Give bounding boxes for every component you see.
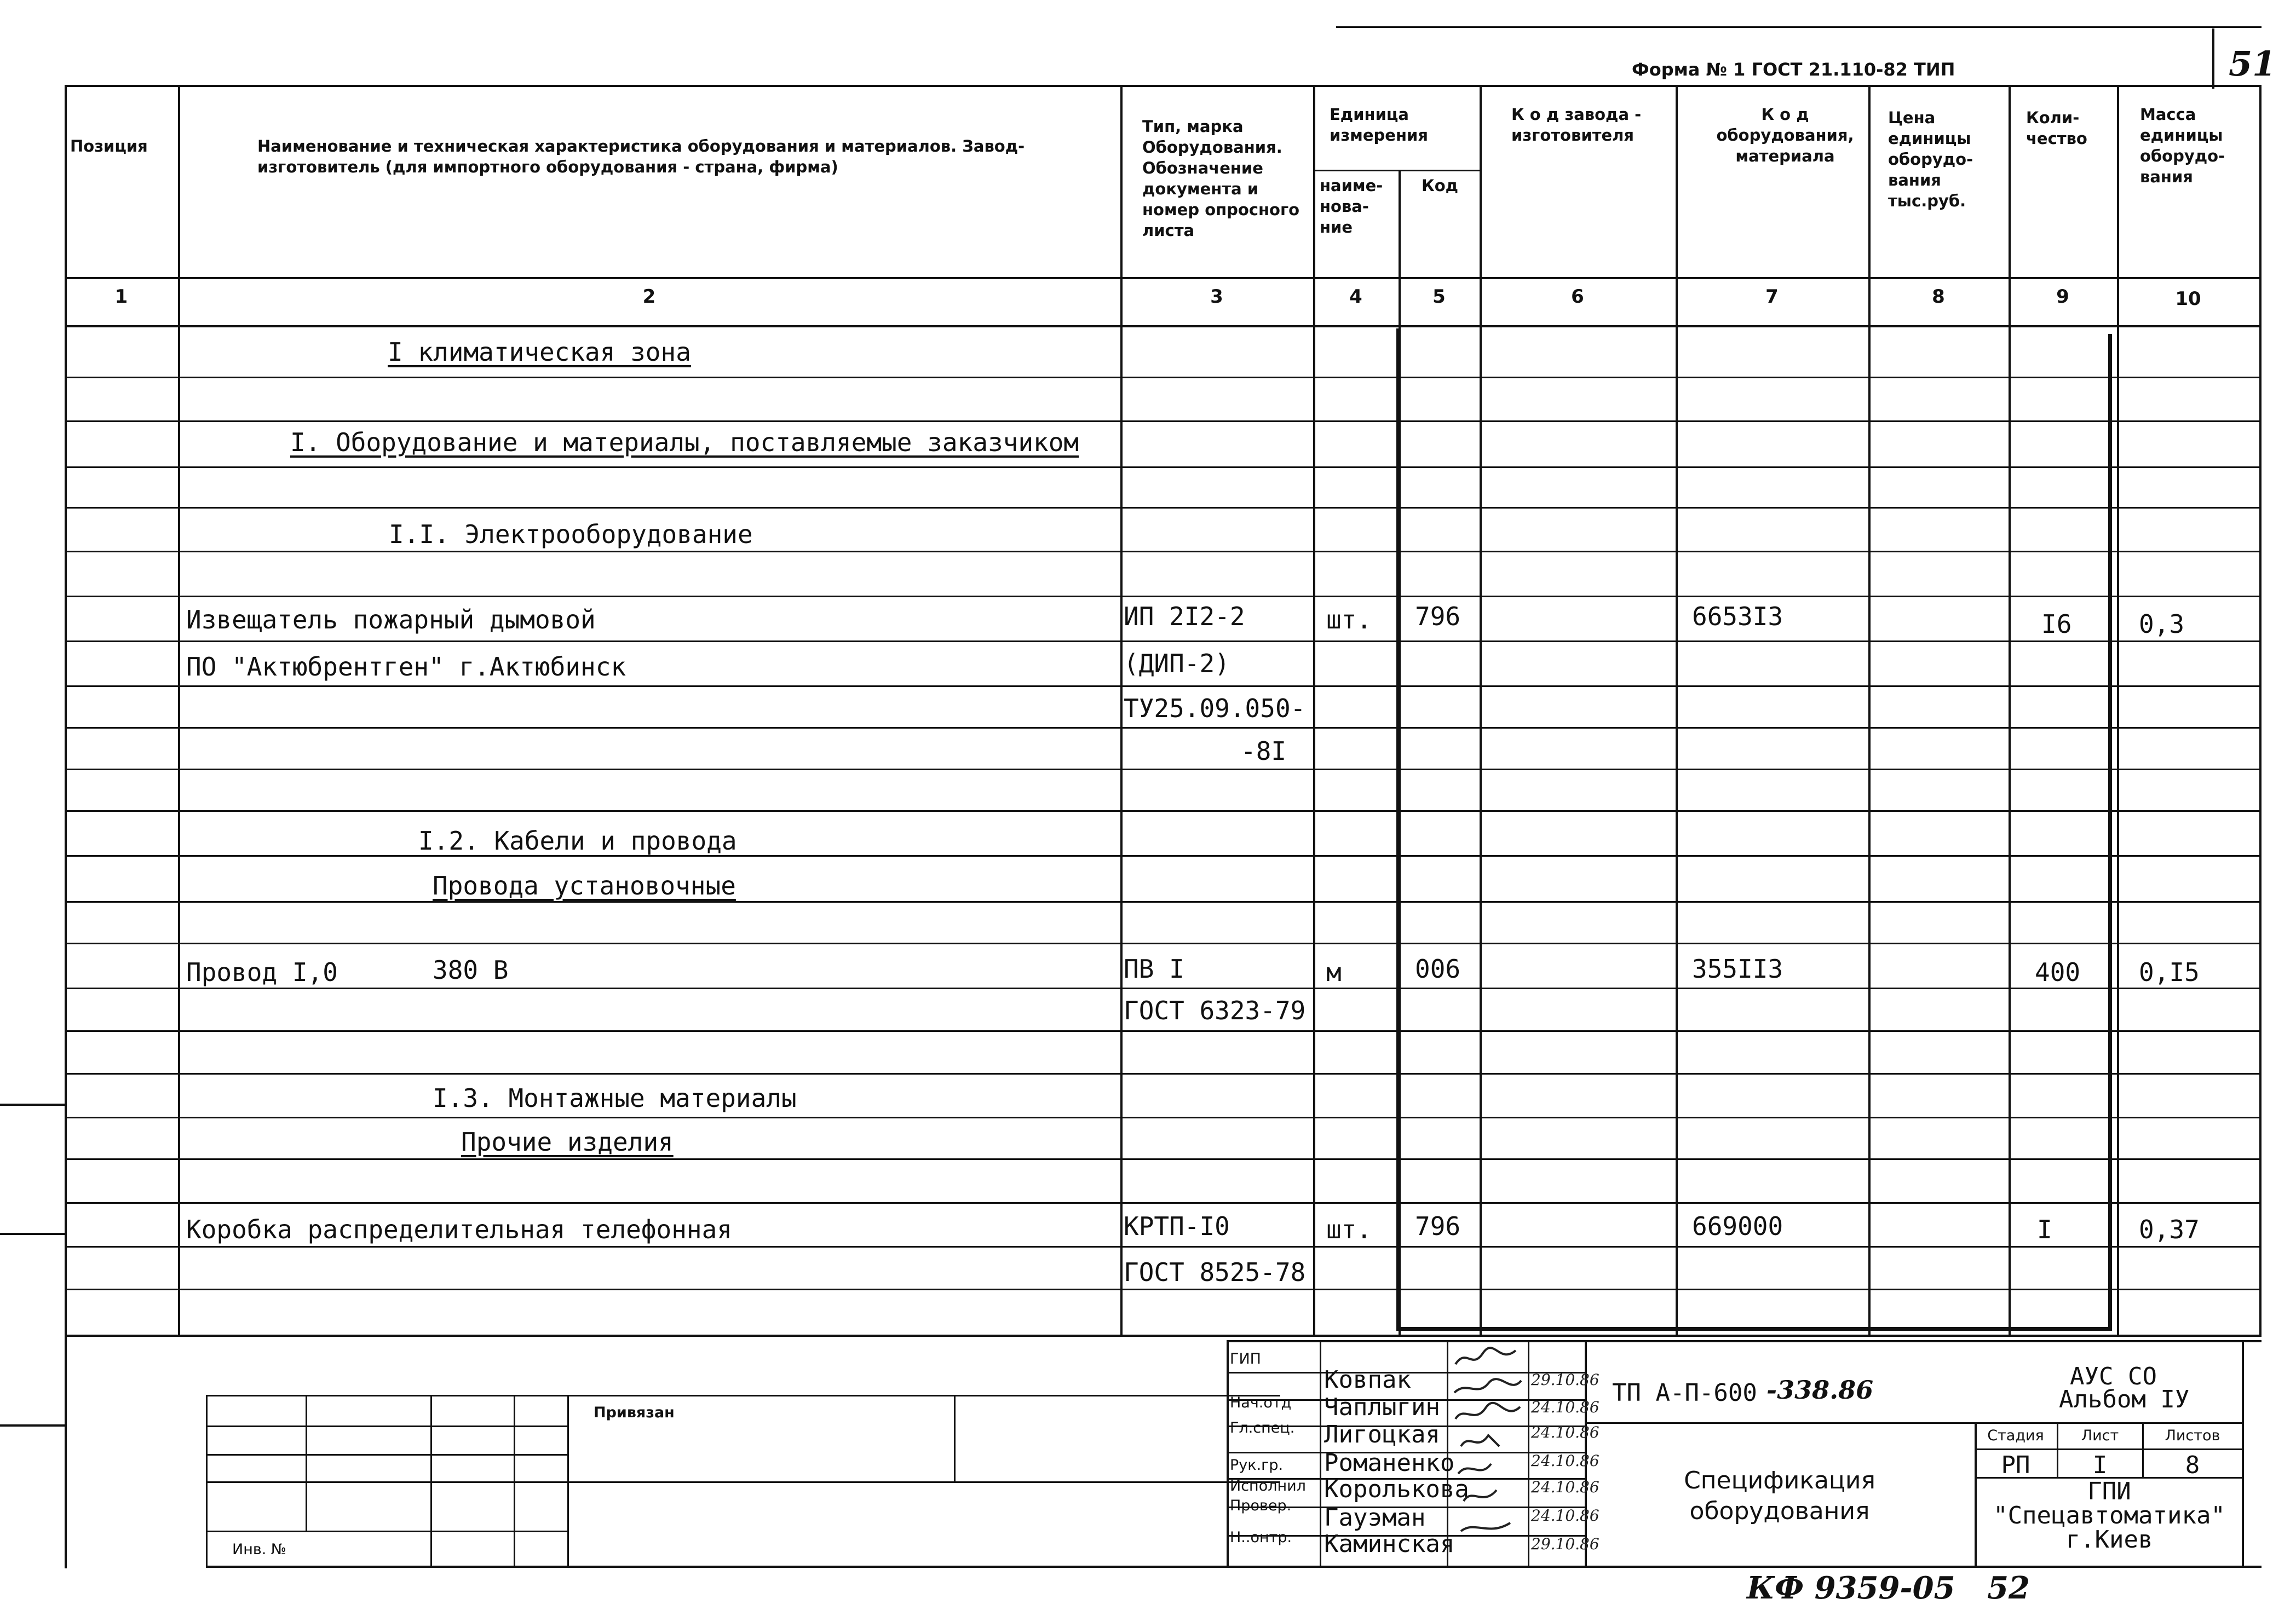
col-line-3: [1313, 85, 1315, 1335]
item-2-mass: 0,I5: [2139, 957, 2200, 987]
col-header-type: Тип, марка Оборудования. Обозначение документа и номер опросного листа: [1142, 117, 1300, 240]
item-1-type-3: ТУ25.09.050-: [1124, 694, 1306, 723]
name-0: Ковпак: [1324, 1366, 1411, 1394]
item-1-material-code: 6653I3: [1692, 602, 1783, 631]
row-line: [65, 943, 2262, 944]
doc-title-line-2: оборудования: [1689, 1497, 1870, 1525]
stamp-vline: [1528, 1340, 1529, 1567]
tb-line: [206, 1395, 1280, 1396]
row-line: [65, 1158, 2262, 1160]
tb-line: [206, 1481, 1280, 1483]
col-header-unit: Единица измерения: [1330, 105, 1428, 145]
item-2-voltage: 380 В: [433, 955, 509, 985]
item-1-type: ИП 2I2-2: [1124, 602, 1245, 631]
row-line: [65, 1073, 2262, 1075]
stamp-hline: [1585, 1422, 2242, 1424]
footer-code: КФ 9359-05 52: [1747, 1570, 2030, 1606]
col-line-2: [1120, 85, 1123, 1335]
item-1-unit-code: 796: [1415, 602, 1461, 631]
item-1-type-2: (ДИП-2): [1124, 649, 1230, 678]
doc-code-handwritten: -338.86: [1766, 1375, 1874, 1405]
col-line-7: [1868, 85, 1871, 1335]
col-header-qty: Коли-чество: [2026, 108, 2087, 148]
row-line: [65, 1030, 2262, 1032]
inventory-label: Инв. №: [232, 1541, 287, 1558]
table-bottom-border: [65, 1335, 2262, 1337]
tb-vline: [306, 1395, 307, 1532]
col-line-8: [2009, 85, 2011, 1335]
numbers-bottom-border: [65, 325, 2262, 327]
margin-mark: [0, 1104, 65, 1106]
tb-vline: [954, 1395, 956, 1482]
album-line-1: АУС СО: [2070, 1363, 2157, 1390]
role-4: Исполнил: [1230, 1478, 1306, 1494]
item-3-unit-code: 796: [1415, 1211, 1461, 1241]
margin-mark: [0, 1233, 65, 1235]
col-number-8: 8: [1932, 286, 1945, 308]
tb-vline: [567, 1395, 569, 1567]
row-line: [65, 810, 2262, 812]
row-line: [65, 1202, 2262, 1204]
section-1-2-subheading: Провода установочные: [433, 871, 736, 901]
item-3-unit: шт.: [1326, 1215, 1372, 1244]
date-6: 29.10.86: [1531, 1535, 1599, 1553]
signatures-handwriting: [1450, 1342, 1527, 1567]
inner-box-left: [1396, 328, 1400, 1330]
role-3: Рук.гр.: [1230, 1457, 1284, 1474]
col-header-unit-code: Код: [1422, 176, 1459, 195]
row-line: [65, 507, 2262, 509]
doc-code: ТП А-П-600: [1612, 1379, 1757, 1407]
col-header-mass: Масса единицы оборудо-вания: [2140, 105, 2225, 186]
name-1: Чаплыгин: [1324, 1393, 1440, 1421]
row-line: [65, 640, 2262, 642]
section-1-3-heading: I.3. Монтажные материалы: [433, 1083, 797, 1113]
col-number-1: 1: [114, 286, 128, 308]
col-line-6: [1676, 85, 1678, 1335]
top-rule: [1336, 26, 2262, 28]
row-line: [65, 466, 2262, 468]
role-2: Гл.спец.: [1230, 1419, 1295, 1436]
row-line: [65, 1289, 2262, 1290]
role-6: Н..онтр.: [1230, 1529, 1292, 1546]
item-2-material-code: 355II3: [1692, 954, 1783, 984]
col-number-9: 9: [2056, 286, 2069, 308]
inner-box-bottom: [1396, 1327, 2112, 1331]
col-header-unit-name: наиме-нова-ние: [1320, 176, 1383, 236]
stamp-right: [2242, 1340, 2244, 1567]
sheet-label: Лист: [2081, 1427, 2119, 1444]
privyazan-label: Привязан: [594, 1404, 675, 1421]
row-line: [65, 855, 2262, 857]
stage-label: Стадия: [1987, 1427, 2044, 1444]
col-number-4: 4: [1349, 286, 1362, 308]
date-5: 24.10.86: [1531, 1507, 1599, 1525]
item-1-unit: шт.: [1326, 605, 1372, 634]
tb-line: [206, 1531, 567, 1532]
stamp-top: [1227, 1340, 2262, 1342]
unit-subheader-line: [1313, 170, 1480, 171]
section-1-3-subheading: Прочие изделия: [461, 1127, 674, 1157]
sheet-value: I: [2092, 1451, 2108, 1479]
col-number-7: 7: [1765, 286, 1779, 308]
stage-value: РП: [2001, 1451, 2030, 1479]
col-header-name: Наименование и техническая характеристика оборудования и материалов. Завод-изготовитель (для импортного оборудования - страна, фирма): [257, 137, 1025, 176]
stamp-left: [1227, 1340, 1229, 1567]
row-line: [65, 596, 2262, 597]
sheets-label: Листов: [2165, 1427, 2220, 1444]
album-line-2: Альбом IУ: [2059, 1386, 2190, 1413]
item-1-type-4: -8I: [1241, 736, 1287, 766]
item-3-type-2: ГОСТ 8525-78: [1124, 1257, 1306, 1287]
item-3-material-code: 669000: [1692, 1211, 1783, 1241]
item-2-unit-code: 006: [1415, 954, 1461, 984]
item-2-qty: 400: [2035, 957, 2081, 987]
col-line-1: [178, 85, 180, 1335]
col-number-5: 5: [1432, 286, 1446, 308]
item-2-type-2: ГОСТ 6323-79: [1124, 996, 1306, 1025]
margin-mark: [0, 1424, 65, 1427]
form-title: Форма № 1 ГОСТ 21.110-82 ТИП: [1632, 59, 1955, 80]
zone-heading: I климатическая зона: [388, 337, 691, 367]
col-header-material-code: К о д оборудования, материала: [1716, 105, 1854, 165]
doc-title-line-1: Спецификация: [1684, 1467, 1875, 1494]
row-line: [65, 1246, 2262, 1248]
name-3: Романенко: [1324, 1449, 1455, 1477]
row-line: [65, 377, 2262, 378]
row-line: [65, 1117, 2262, 1118]
tb-vline: [430, 1395, 432, 1567]
stamp-hline: [1975, 1448, 2242, 1450]
tb-line: [206, 1454, 567, 1456]
tb-line: [206, 1425, 567, 1427]
row-line: [65, 551, 2262, 552]
item-3-mass: 0,37: [2139, 1215, 2200, 1244]
row-line: [65, 901, 2262, 903]
name-5: Гауэман: [1324, 1504, 1426, 1532]
name-4: Королькова: [1324, 1475, 1469, 1503]
col-number-3: 3: [1210, 286, 1223, 308]
section-1-2-heading: I.2. Кабели и провода: [418, 826, 737, 856]
tb-vline: [206, 1395, 208, 1567]
tb-vline: [514, 1395, 515, 1567]
org-line-2: "Спецавтоматика": [1993, 1502, 2225, 1530]
date-0: 29.10.86: [1531, 1371, 1599, 1389]
col-header-factory-code: К о д завода - изготовителя: [1511, 105, 1642, 145]
item-3-name: Коробка распределительная телефонная: [186, 1215, 732, 1244]
role-0: ГИП: [1230, 1350, 1261, 1367]
row-line: [65, 685, 2262, 687]
role-1: Нач.отд: [1230, 1394, 1292, 1411]
sheets-value: 8: [2185, 1451, 2200, 1479]
item-2-name: Провод I,0: [186, 957, 338, 987]
item-3-qty: I: [2037, 1215, 2052, 1244]
date-1: 24.10.86: [1531, 1398, 1599, 1416]
org-line-3: г.Киев: [2065, 1526, 2153, 1554]
item-1-maker: ПО "Актюбрентген" г.Актюбинск: [186, 652, 626, 682]
item-2-type: ПВ I: [1124, 954, 1184, 984]
inner-box-right: [2108, 334, 2112, 1330]
item-3-type: КРТП-I0: [1124, 1211, 1230, 1241]
org-line-1: ГПИ: [2087, 1478, 2131, 1505]
row-line: [65, 769, 2262, 770]
sheet-number: 51: [2229, 44, 2276, 84]
row-line: [65, 420, 2262, 422]
col-line-10: [2259, 85, 2262, 1335]
col-number-6: 6: [1571, 286, 1584, 308]
section-1-heading: I. Оборудование и материалы, поставляемые заказчиком: [290, 428, 1079, 457]
item-1-qty: I6: [2041, 609, 2072, 639]
sheet-number-box-line: [2212, 28, 2214, 89]
row-line: [65, 988, 2262, 989]
col-number-10: 10: [2175, 288, 2201, 310]
name-2: Лигоцкая: [1324, 1421, 1440, 1448]
date-4: 24.10.86: [1531, 1478, 1599, 1496]
name-6: Каминская: [1324, 1530, 1455, 1558]
item-1-mass: 0,3: [2139, 609, 2185, 639]
date-3: 24.10.86: [1531, 1452, 1599, 1470]
section-1-1-heading: I.I. Электрооборудование: [389, 520, 753, 549]
date-2: 24.10.86: [1531, 1423, 1599, 1441]
col-line-9: [2117, 85, 2119, 1335]
col-header-price: Цена единицы оборудо-вания тыс.руб.: [1888, 108, 1973, 210]
table-top-border: [65, 85, 2262, 87]
item-1-name: Извещатель пожарный дымовой: [186, 605, 596, 634]
stamp-vline: [1320, 1340, 1321, 1567]
col-line-5: [1480, 85, 1482, 1335]
col-header-position: Позиция: [70, 137, 148, 155]
role-5: Провер.: [1230, 1497, 1292, 1514]
item-2-unit: м: [1326, 957, 1342, 987]
header-bottom-border: [65, 277, 2262, 279]
row-line: [65, 727, 2262, 729]
col-number-2: 2: [642, 286, 656, 308]
